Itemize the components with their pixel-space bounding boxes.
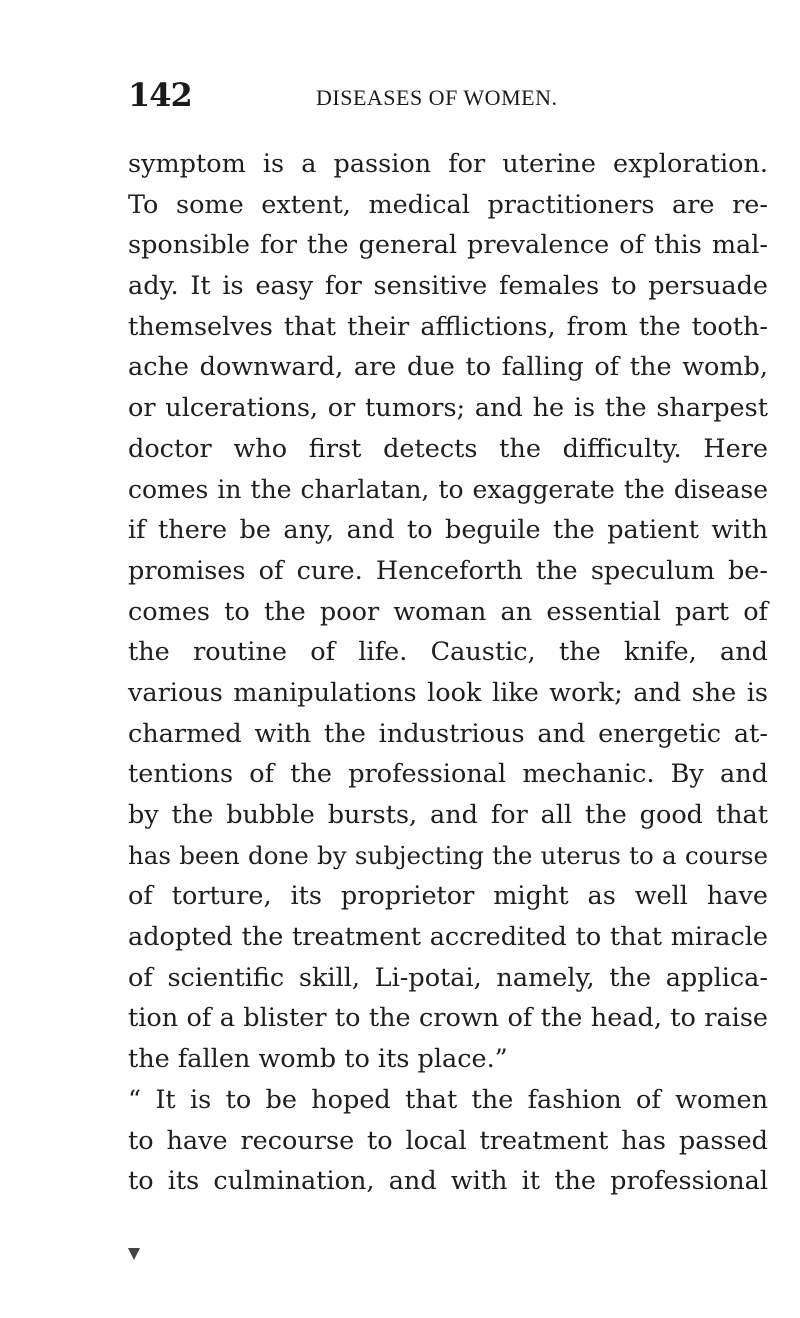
text-line: ady. It is easy for sensitive females to persuade	[128, 271, 768, 302]
text-line: to its culmination, and with it the professional	[128, 1166, 768, 1197]
text-line: of scientific skill, Li-potai, namely, the applica-	[128, 962, 768, 993]
text-line: symptom is a passion for uterine exploration.	[128, 149, 768, 179]
body-text	[128, 144, 768, 1202]
text-line: comes to the poor woman an essential part of	[128, 596, 768, 627]
printer-mark	[128, 1248, 140, 1260]
text-line: to have recourse to local treatment has passed	[128, 1125, 768, 1156]
text-line: themselves that their afflictions, from the tooth-	[128, 311, 768, 342]
page-number: 142	[128, 76, 192, 114]
text-line: sponsible for the general prevalence of this mal-	[128, 230, 768, 261]
text-line: tentions of the professional mechanic. By and	[128, 759, 768, 790]
text-line: comes in the charlatan, to exaggerate the disease	[128, 474, 768, 504]
text-line: has been done by subjecting the uterus to a course	[128, 840, 768, 870]
text-line: various manipulations look like work; and she is	[128, 677, 768, 708]
page-header	[128, 76, 728, 116]
text-line: by the bubble bursts, and for all the good that	[128, 800, 768, 830]
text-line: the routine of life. Caustic, the knife, and	[128, 637, 768, 668]
text-line: adopted the treatment accredited to that miracle	[128, 922, 768, 953]
text-line: if there be any, and to beguile the patient with	[128, 515, 768, 546]
text-line: charmed with the industrious and energetic at-	[128, 718, 768, 749]
text-line: tion of a blister to the crown of the head, to raise	[128, 1003, 768, 1034]
text-line: To some extent, medical practitioners are re-	[128, 189, 768, 220]
running-head: DISEASES OF WOMEN.	[316, 85, 558, 110]
text-line: doctor who first detects the difficulty. Here	[128, 433, 768, 464]
text-line: of torture, its proprietor might as well have	[128, 881, 768, 912]
text-line: promises of cure. Henceforth the speculum be-	[128, 555, 768, 586]
text-line: “ It is to be hoped that the fashion of women	[128, 1084, 768, 1115]
text-line: the fallen womb to its place.”	[128, 1044, 508, 1075]
text-line: or ulcerations, or tumors; and he is the sharpest	[128, 393, 768, 424]
text-line: ache downward, are due to falling of the womb,	[128, 352, 768, 383]
